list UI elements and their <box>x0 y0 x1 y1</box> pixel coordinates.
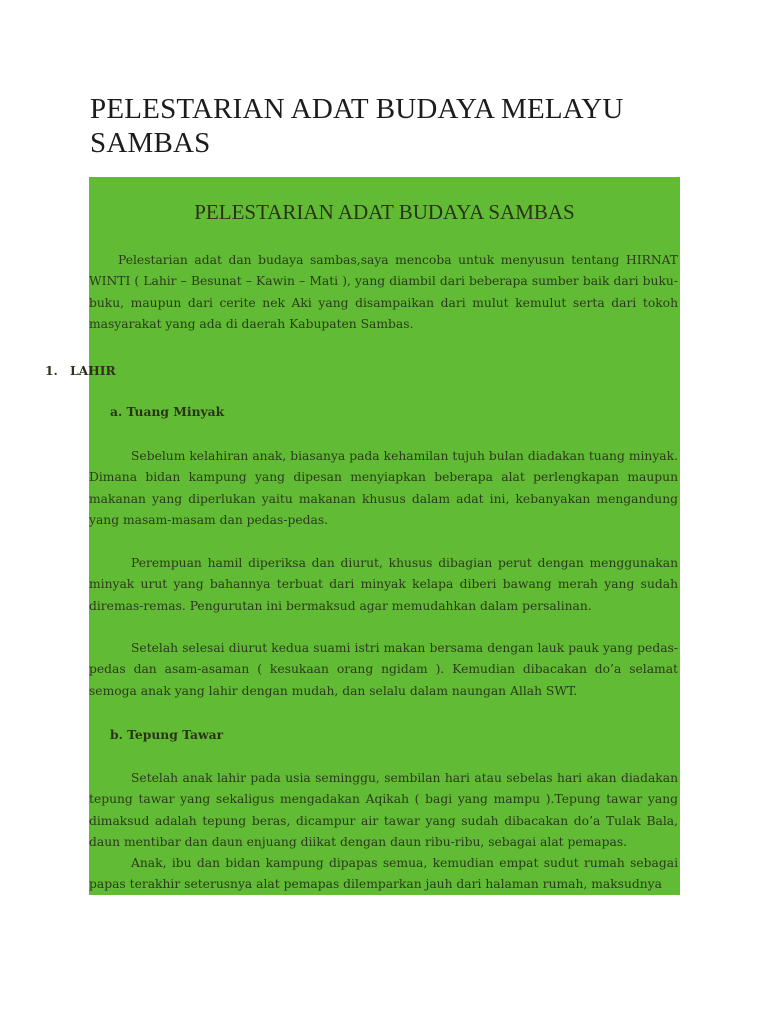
paragraph: Perempuan hamil diperiksa dan diurut, khusus dibagian perut dengan menggunakan minyak urut yang bahannya terbuat dari minyak kelapa diberi bawang merah yang sudah diremas-remas. Pengurutan ini bermaksud agar memudahkan dalam persalinan. <box>89 556 678 613</box>
intro-paragraph: Pelestarian adat dan budaya sambas,saya mencoba untuk menyusun tentang HIRNAT WINTI ( Lahir – Besunat – Kawin – Mati ), yang diambil dari beberapa sumber baik dari buku-buku, maupun dari cerite nek Aki yang disampaikan dari mulut kemulut serta dari tokoh masyarakat yang ada di daerah Kabupaten Sambas. <box>89 253 678 331</box>
page-title: PELESTARIAN ADAT BUDAYA MELAYU SAMBAS <box>90 93 624 159</box>
paragraph: Setelah selesai diurut kedua suami istri makan bersama dengan lauk pauk yang pedas-pedas dan asam-asaman ( kesukaan orang ngidam ). Kemudian dibacakan do’a selamat semoga anak yang lahir dengan mudah, dan selalu dalam naungan Allah SWT. <box>89 641 678 698</box>
content-box <box>45 177 680 895</box>
subheading-tepung-tawar: b. Tepung Tawar <box>110 727 224 742</box>
paragraph: Setelah anak lahir pada usia seminggu, sembilan hari atau sebelas hari akan diadakan tepung tawar yang sekaligus mengadakan Aqikah ( bagi yang mampu ).Tepung tawar yang dimaksud adalah tepung beras, dicampur air tawar yang sudah dibacakan do’a Tulak Bala, daun mentibar dan daun enjuang diikat dengan daun ribu-ribu, sebagai alat pemapas. <box>89 771 678 849</box>
section-number: 1. <box>45 363 58 378</box>
box-heading: PELESTARIAN ADAT BUDAYA SAMBAS <box>194 200 575 224</box>
section-label: LAHIR <box>70 363 116 378</box>
section-heading-lahir <box>45 361 116 381</box>
paragraph: Anak, ibu dan bidan kampung dipapas semua, kemudian empat sudut rumah sebagai papas terakhir seterusnya alat pemapas dilemparkan jauh dari halaman rumah, maksudnya <box>89 856 678 892</box>
paragraph: Sebelum kelahiran anak, biasanya pada kehamilan tujuh bulan diadakan tuang minyak. Dimana bidan kampung yang dipesan menyiapkan beberapa alat perlengkapan maupun makanan yang diperlukan yaitu makanan khusus dalam adat ini, kebanyakan mengandung yang masam-masam dan pedas-pedas. <box>89 449 678 527</box>
subheading-tuang-minyak: a. Tuang Minyak <box>110 404 225 419</box>
